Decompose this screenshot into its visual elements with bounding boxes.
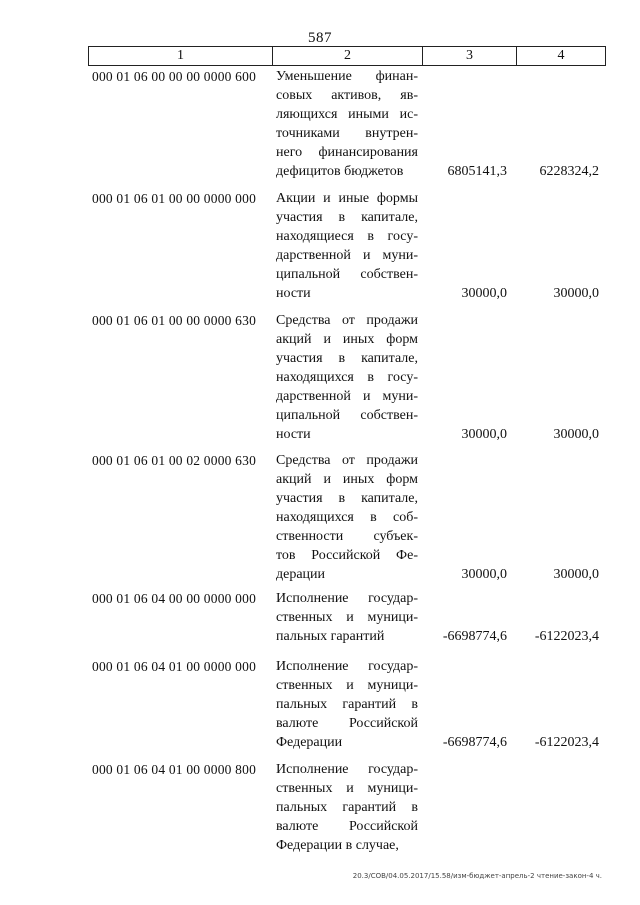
- description-line: акций и иных форм: [276, 332, 418, 347]
- row-code: 000 01 06 04 01 00 0000 800: [92, 762, 257, 777]
- description-line: ственных и муници-: [276, 678, 418, 693]
- row-value-col4: 30000,0: [553, 427, 599, 442]
- header-cell-2: 2: [273, 47, 423, 65]
- footer-file-path: 20.3/СОВ/04.05.2017/15.58/изм-бюджет-апрель-2 чтение-закон-4 ч.: [352, 872, 602, 880]
- row-value-col4: 6228324,2: [539, 164, 599, 179]
- row-description: [276, 589, 418, 646]
- description-line: участия в капитале,: [276, 491, 418, 506]
- row-value-col3: -6698774,6: [442, 629, 507, 644]
- description-line: находящихся в госу-: [276, 370, 418, 385]
- row-code: 000 01 06 00 00 00 0000 600: [92, 69, 257, 84]
- description-line: Акции и иные формы: [276, 191, 418, 206]
- description-line: тов Российской Фе-: [276, 548, 418, 563]
- description-line: Федерации в случае,: [276, 838, 399, 853]
- row-code: 000 01 06 04 01 00 0000 000: [92, 659, 257, 674]
- row-code: 000 01 06 01 00 00 0000 630: [92, 313, 257, 328]
- description-line: ципальной собствен-: [276, 267, 418, 282]
- description-line: пальных гарантий: [276, 629, 385, 644]
- description-line: участия в капитале,: [276, 351, 418, 366]
- row-value-col3: 30000,0: [461, 567, 507, 582]
- description-line: ципальной собствен-: [276, 408, 418, 423]
- description-line: Исполнение государ-: [276, 762, 418, 777]
- description-line: дерации: [276, 567, 326, 582]
- row-value-col4: 30000,0: [553, 567, 599, 582]
- description-line: Уменьшение финан-: [276, 69, 418, 84]
- description-line: участия в капитале,: [276, 210, 418, 225]
- description-line: валюте Российской: [276, 819, 418, 834]
- description-line: дарственной и муни-: [276, 248, 418, 263]
- description-line: пальных гарантий в: [276, 800, 418, 815]
- row-description: [276, 67, 418, 181]
- description-line: ляющихся иными ис-: [276, 107, 418, 122]
- description-line: пальных гарантий в: [276, 697, 418, 712]
- row-code: 000 01 06 01 00 00 0000 000: [92, 191, 257, 206]
- description-line: ственных и муници-: [276, 610, 418, 625]
- description-line: дарственной и муни-: [276, 389, 418, 404]
- row-description: [276, 451, 418, 584]
- header-cell-4: 4: [557, 48, 565, 63]
- row-value-col4: -6122023,4: [534, 629, 599, 644]
- row-description: [276, 760, 418, 855]
- description-line: находящиеся в госу-: [276, 229, 418, 244]
- row-description: [276, 311, 418, 444]
- row-value-col4: -6122023,4: [534, 735, 599, 750]
- description-line: точниками внутрен-: [276, 126, 418, 141]
- row-value-col3: -6698774,6: [442, 735, 507, 750]
- description-line: Средства от продажи: [276, 313, 418, 328]
- description-line: Средства от продажи: [276, 453, 418, 468]
- row-code: 000 01 06 04 00 00 0000 000: [92, 591, 257, 606]
- row-value-col4: 30000,0: [553, 286, 599, 301]
- description-line: ственности субъек-: [276, 529, 418, 544]
- description-line: Исполнение государ-: [276, 659, 418, 674]
- description-line: совых активов, яв-: [276, 88, 418, 103]
- row-description: [276, 189, 418, 303]
- row-value-col3: 30000,0: [461, 427, 507, 442]
- description-line: ности: [276, 427, 311, 442]
- table-header-row: [88, 46, 606, 66]
- row-value-col3: 6805141,3: [447, 164, 507, 179]
- description-line: Исполнение государ-: [276, 591, 418, 606]
- page-number: 587: [308, 30, 332, 46]
- row-value-col3: 30000,0: [461, 286, 507, 301]
- description-line: находящихся в соб-: [276, 510, 418, 525]
- description-line: акций и иных форм: [276, 472, 418, 487]
- description-line: дефицитов бюджетов: [276, 164, 404, 179]
- header-cell-1: 1: [89, 47, 273, 65]
- row-description: [276, 657, 418, 752]
- description-line: валюте Российской: [276, 716, 418, 731]
- header-cell-3: 3: [423, 47, 517, 65]
- row-code: 000 01 06 01 00 02 0000 630: [92, 453, 257, 468]
- description-line: Федерации: [276, 735, 343, 750]
- description-line: ственных и муници-: [276, 781, 418, 796]
- description-line: него финансирования: [276, 145, 418, 160]
- description-line: ности: [276, 286, 311, 301]
